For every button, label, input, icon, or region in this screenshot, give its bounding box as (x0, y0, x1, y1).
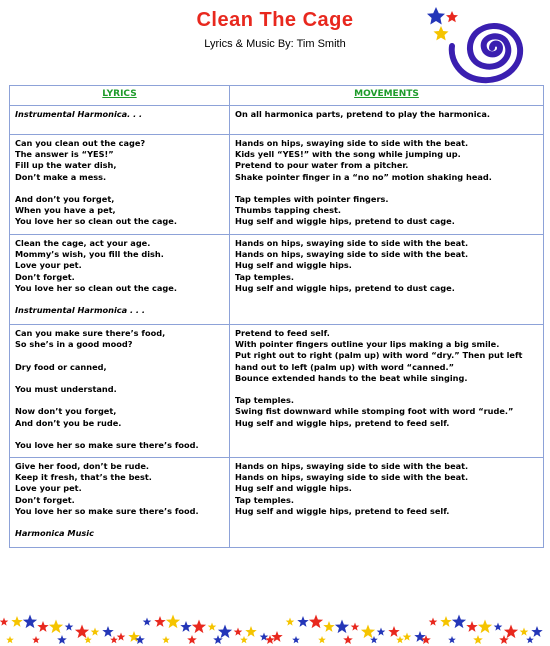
movements-column-header: MOVEMENTS (230, 86, 544, 106)
border-star (75, 625, 89, 639)
movement-line: Hug self and wiggle hips. (235, 483, 352, 494)
border-star (180, 621, 191, 632)
border-star (448, 636, 456, 643)
border-star (0, 618, 8, 626)
movement-line: Hug self and wiggle hips, pretend to feed self. (235, 505, 450, 516)
border-star (234, 628, 243, 636)
table-row (10, 135, 544, 235)
lyric-line: Dry food or canned, (15, 361, 107, 372)
movement-line: Hands on hips, swaying side to side with the beat. (235, 138, 469, 148)
border-star (208, 623, 217, 631)
line-gap (235, 183, 538, 194)
border-star (166, 615, 180, 629)
star-border-icon (0, 612, 550, 646)
movements-cell (230, 106, 544, 135)
movement-line: Hands on hips, swaying side to side with the beat. (235, 238, 469, 248)
border-star (245, 626, 256, 637)
movement-line: Pretend to pour water from a pitcher. (235, 160, 409, 171)
line-gap (15, 350, 224, 361)
line-gap (15, 429, 224, 440)
border-star (473, 635, 483, 644)
movement-line: Put right out to right (palm up) with word “dry.” Then put left hand out to left (palm up) with word “canned.” (235, 350, 523, 372)
border-star (440, 616, 451, 627)
border-star (286, 618, 295, 626)
border-star (323, 621, 334, 632)
border-star (218, 625, 232, 639)
movement-line: Hands on hips, swaying side to side with the beat. (235, 461, 469, 471)
movement-line: Bounce extended hands to the beat while singing. (235, 372, 468, 383)
lyric-line: Give her food, don’t be rude. (15, 461, 150, 471)
border-star (309, 615, 323, 629)
movement-line: Hug self and wiggle hips, pretend to dust cage. (235, 282, 455, 293)
movement-line: Hug self and wiggle hips, pretend to dust cage. (235, 216, 455, 227)
border-star (271, 631, 282, 642)
table-row (10, 458, 544, 548)
lyric-line: You must understand. (15, 383, 117, 394)
movement-line: Pretend to feed self. (235, 328, 330, 338)
lyric-line: And don’t you be rude. (15, 417, 122, 428)
border-star (6, 636, 14, 643)
lyric-line: Love your pet. (15, 260, 82, 271)
line-gap (15, 395, 224, 406)
border-star (377, 628, 386, 636)
border-star (388, 626, 399, 637)
line-gap (15, 517, 224, 528)
table-row (10, 325, 544, 458)
border-star (403, 633, 412, 641)
movement-line: Tap temples. (235, 395, 294, 406)
border-star (65, 623, 74, 631)
movement-line: Hands on hips, swaying side to side with the beat. (235, 472, 469, 483)
movement-line: Kids yell “YES!” with the song while jumping up. (235, 149, 461, 160)
lyric-line: Instrumental Harmonica. . . (15, 109, 143, 119)
movement-line: Tap temples with pointer fingers. (235, 194, 389, 204)
lyric-line: Don’t forget. (15, 494, 75, 505)
border-star (318, 636, 326, 643)
lyric-line: Love your pet. (15, 483, 82, 494)
border-star (37, 621, 48, 632)
lyric-line: The answer is “YES!” (15, 149, 114, 160)
star-spiral-icon (422, 2, 550, 94)
lyric-line: Clean the cage, act your age. (15, 238, 151, 248)
lyric-line: Harmonica Music (15, 528, 94, 539)
song-credit: Lyrics & Music By: Tim Smith (204, 38, 346, 50)
border-star (504, 625, 518, 639)
line-gap (235, 384, 538, 395)
border-star (343, 635, 353, 644)
border-star (91, 628, 100, 636)
border-star (361, 625, 375, 639)
lyric-line: Now don’t you forget, (15, 406, 117, 417)
table-row (10, 106, 544, 135)
lyrics-cell (10, 458, 230, 548)
border-star (11, 616, 22, 627)
lyrics-cell (10, 325, 230, 458)
border-star (23, 615, 37, 629)
border-star (187, 635, 197, 644)
border-star (102, 626, 113, 637)
border-star (154, 616, 165, 627)
lyric-line: Mommy’s wish, you fill the dish. (15, 249, 164, 260)
border-star (49, 620, 63, 634)
line-gap (15, 294, 224, 305)
song-title: Clean The Cage (196, 9, 354, 31)
border-star (466, 621, 477, 632)
border-star (192, 620, 206, 634)
lyrics-movements-table (9, 85, 544, 548)
border-star (494, 623, 503, 631)
border-star (57, 635, 67, 644)
border-star (478, 620, 492, 634)
border-star (143, 618, 152, 626)
border-star (396, 636, 404, 643)
border-star (452, 615, 466, 629)
lyric-line: Don’t make a mess. (15, 171, 107, 182)
movement-line: Swing fist downward while stomping foot with word “rude.” (235, 406, 514, 417)
border-star (297, 616, 308, 627)
lyric-line: Can you make sure there’s food, (15, 328, 166, 338)
movement-line: Hug self and wiggle hips. (235, 260, 352, 271)
lyric-line: You love her so clean out the cage. (15, 216, 177, 227)
lyrics-cell (10, 135, 230, 235)
border-star (32, 636, 40, 643)
border-star (520, 628, 529, 636)
movement-line: Shake pointer finger in a “no no” motion shaking head. (235, 171, 492, 182)
lyric-line: Don’t forget. (15, 271, 75, 282)
lyric-line: Can you clean out the cage? (15, 138, 146, 148)
border-star (162, 636, 170, 643)
movement-line: Hug self and wiggle hips, pretend to feed self. (235, 417, 450, 428)
line-gap (15, 183, 224, 194)
line-gap (15, 373, 224, 384)
border-star (351, 623, 360, 631)
lyric-line: And don’t you forget, (15, 194, 115, 204)
movement-line: Hands on hips, swaying side to side with the beat. (235, 249, 469, 260)
movements-cell (230, 235, 544, 325)
border-star (110, 636, 118, 643)
movement-line: On all harmonica parts, pretend to play the harmonica. (235, 109, 491, 119)
lyric-line: So she’s in a good mood? (15, 339, 133, 350)
movements-cell (230, 135, 544, 235)
movement-line: Thumbs tapping chest. (235, 205, 341, 216)
movement-line: Tap temples. (235, 271, 294, 282)
lyric-line: You love her so clean out the cage. (15, 282, 177, 293)
border-star (117, 633, 126, 641)
border-star (240, 636, 248, 643)
movement-line: With pointer fingers outline your lips making a big smile. (235, 339, 500, 350)
border-star (335, 620, 349, 634)
lyric-line: Instrumental Harmonica . . . (15, 305, 146, 316)
table-row (10, 235, 544, 325)
movements-cell (230, 458, 544, 548)
lyrics-column-header: LYRICS (10, 86, 230, 106)
border-star (429, 618, 438, 626)
border-star (531, 626, 542, 637)
lyric-line: When you have a pet, (15, 205, 116, 216)
lyric-line: You love her so make sure there’s food. (15, 439, 199, 450)
movements-cell (230, 325, 544, 458)
lyric-line: Keep it fresh, that’s the best. (15, 472, 152, 483)
border-star (526, 636, 534, 643)
movement-line: Tap temples. (235, 494, 294, 505)
lyric-line: Fill up the water dish, (15, 160, 117, 171)
lyric-line: You love her so make sure there’s food. (15, 505, 199, 516)
lyrics-cell (10, 106, 230, 135)
lyrics-cell (10, 235, 230, 325)
border-star (292, 636, 300, 643)
